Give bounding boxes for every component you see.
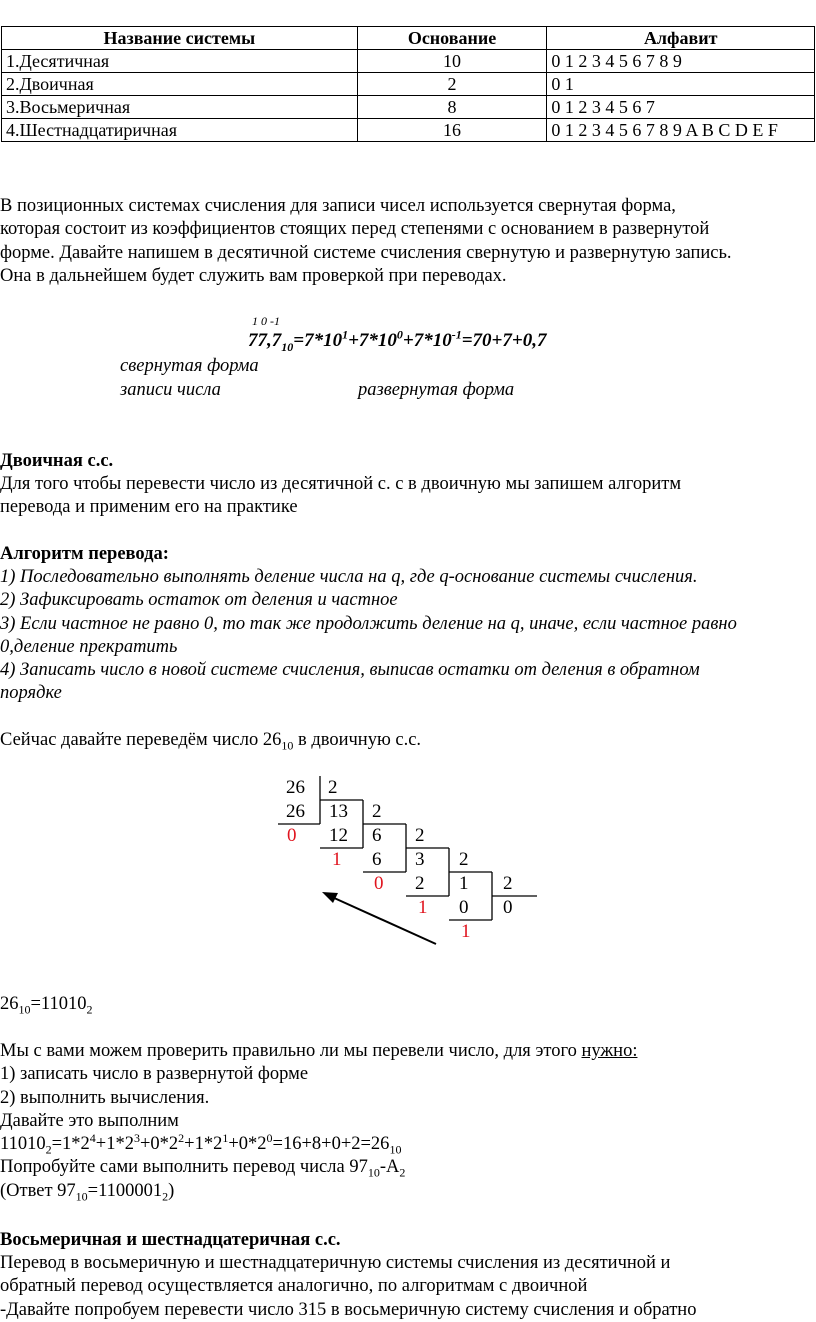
division-divisor: 2	[459, 849, 469, 870]
division-dividend: 13	[329, 801, 348, 822]
binary-heading: Двоичная с.с.	[0, 451, 114, 471]
text-line: Она в дальнейшем будет служить вам проверкой при переводах.	[0, 265, 507, 286]
collapsed-form-label-1: свернутая форма	[120, 356, 259, 376]
collapsed-form-label-2: записи числа	[120, 380, 221, 400]
division-dividend: 26	[286, 777, 305, 798]
system-alphabet: 0 1 2 3 4 5 6 7 8 9	[547, 50, 815, 73]
example-text: в двоичную с.с.	[293, 730, 422, 750]
division-remainder: 1	[418, 897, 428, 918]
example-text: Сейчас давайте переведём число 26	[0, 730, 282, 750]
exercise-text: -A	[379, 1157, 400, 1178]
exercise-base: 2	[399, 1166, 406, 1181]
calc-base: 10	[389, 1142, 402, 1157]
algorithm-heading: Алгоритм перевода:	[0, 544, 169, 564]
expanded-form-label: развернутая форма	[358, 380, 515, 400]
division-dividend: 6	[372, 825, 382, 846]
system-base: 2	[357, 73, 547, 96]
answer-text: (Ответ 97	[0, 1180, 76, 1201]
calc-base: 2	[45, 1142, 52, 1157]
answer-line	[0, 1180, 816, 1203]
text-line: Давайте это выполним	[0, 1110, 179, 1131]
octal-hex-heading: Восьмеричная и шестнадцатеричная с.с.	[0, 1230, 341, 1250]
check-calculation	[0, 1133, 816, 1156]
algorithm-step: 1) Последовательно выполнять деление числа на q, где q-основание системы счисления.	[0, 567, 698, 587]
formula-indices: 1 0 -1	[252, 314, 280, 328]
system-name: 2.Двоичная	[2, 73, 358, 96]
exercise-line	[0, 1156, 816, 1179]
calc-exponent: 3	[133, 1131, 140, 1146]
check-step: 2) выполнить вычисления.	[0, 1087, 210, 1108]
division-subtracted: 2	[415, 873, 425, 894]
calc-term: =16+8+0+2=26	[272, 1134, 390, 1155]
result-number: =11010	[30, 994, 87, 1014]
system-name: 1.Десятичная	[2, 50, 358, 73]
formula-exponent: 0	[396, 327, 403, 342]
octal-hex-paragraph	[0, 1252, 816, 1322]
text-line: которая состоит из коэффициентов стоящих перед степенями с основанием в развернутой	[0, 219, 710, 240]
answer-text: )	[168, 1180, 175, 1201]
system-base: 8	[357, 96, 547, 119]
algorithm-step: 0,деление прекратить	[0, 636, 178, 657]
result-base: 2	[86, 1002, 93, 1017]
example-base: 10	[281, 738, 294, 753]
text-line: Перевод в восьмеричную и шестнадцатеричную системы счисления из десятичной и	[0, 1253, 671, 1273]
text-line: -Давайте попробуем перевести число 315 в восьмеричную систему счисления и обратно	[0, 1299, 697, 1320]
division-dividend: 1	[459, 873, 469, 894]
system-name: 3.Восьмеричная	[2, 96, 358, 119]
calc-term: +0*2	[228, 1134, 267, 1155]
answer-base: 10	[75, 1189, 88, 1204]
calc-exponent: 4	[89, 1131, 96, 1146]
result-base: 10	[18, 1002, 31, 1017]
formula-lhs: 77,7	[248, 330, 282, 351]
text-line: перевода и применим его на практике	[0, 497, 298, 518]
calc-term: 11010	[0, 1134, 46, 1155]
division-divisor: 2	[328, 777, 338, 798]
algorithm-step: 4) Записать число в новой системе счисления, выписав остатки от деления в обратном	[0, 660, 700, 681]
check-intro-underlined: нужно:	[581, 1041, 638, 1061]
algorithm-step: 2) Зафиксировать остаток от деления и частное	[0, 590, 398, 611]
formula-lhs-base: 10	[281, 339, 294, 354]
text-line	[0, 1040, 816, 1063]
division-remainder: 0	[374, 873, 384, 894]
system-base: 16	[357, 119, 547, 142]
division-dividend: 3	[415, 849, 425, 870]
check-intro: Мы с вами можем проверить правильно ли мы перевели число, для этого	[0, 1041, 582, 1061]
exercise-text: Попробуйте сами выполнить перевод числа 97	[0, 1157, 368, 1178]
calc-exponent: 2	[178, 1131, 185, 1146]
system-base: 10	[357, 50, 547, 73]
division-divisor: 2	[372, 801, 382, 822]
calc-term: +1*2	[95, 1134, 134, 1155]
formula-term: +7*10	[402, 330, 452, 351]
system-alphabet: 0 1	[547, 73, 815, 96]
header-alphabet: Алфавит	[547, 27, 815, 50]
check-step: 1) записать число в развернутой форме	[0, 1064, 309, 1085]
formula-term: =7*10	[293, 330, 343, 351]
text-line: В позиционных системах счисления для записи чисел используется свернутая форма,	[0, 196, 676, 216]
result-number: 26	[0, 994, 19, 1014]
formula-rhs: =70+7+0,7	[461, 330, 547, 351]
calc-exponent: 1	[222, 1131, 229, 1146]
system-alphabet: 0 1 2 3 4 5 6 7 8 9 A B C D E F	[547, 119, 815, 142]
division-final-quotient: 0	[503, 897, 513, 918]
header-base: Основание	[357, 27, 547, 50]
division-divisor: 2	[503, 873, 513, 894]
exercise-base: 10	[367, 1166, 380, 1181]
division-subtracted: 12	[329, 825, 348, 846]
division-remainder: 1	[461, 921, 471, 942]
division-remainder: 0	[287, 825, 297, 846]
calc-term: +1*2	[184, 1134, 223, 1155]
answer-text: =1100001	[87, 1180, 163, 1201]
formula-term: +7*10	[348, 330, 397, 351]
calc-term: +0*2	[139, 1134, 179, 1155]
text-line: форме. Давайте напишем в десятичной системе счисления свернутую и развернутую запись.	[0, 242, 732, 263]
system-name: 4.Шестнадцатиричная	[2, 119, 358, 142]
system-alphabet: 0 1 2 3 4 5 6 7	[547, 96, 815, 119]
calc-exponent: 0	[266, 1131, 273, 1146]
check-section	[0, 1040, 816, 1203]
formula-exponent: -1	[451, 327, 462, 342]
conversion-result	[0, 993, 816, 1016]
division-subtracted: 26	[286, 801, 305, 822]
division-subtracted: 0	[459, 897, 469, 918]
algorithm-step: 3) Если частное не равно 0, то так же продолжить деление на q, иначе, если частное равно	[0, 613, 737, 634]
text-line: Для того чтобы перевести число из десятичной с. с в двоичную мы запишем алгоритм	[0, 474, 682, 494]
calc-term: =1*2	[51, 1134, 90, 1155]
header-system-name: Название системы	[2, 27, 358, 50]
text-line: обратный перевод осуществляется аналогично, по алгоритмам с двоичной	[0, 1276, 588, 1297]
division-remainder: 1	[332, 849, 342, 870]
division-divisor: 2	[415, 825, 425, 846]
algorithm-step: порядке	[0, 683, 62, 704]
division-subtracted: 6	[372, 849, 382, 870]
formula-exponent: 1	[342, 327, 349, 342]
answer-base: 2	[162, 1189, 169, 1204]
